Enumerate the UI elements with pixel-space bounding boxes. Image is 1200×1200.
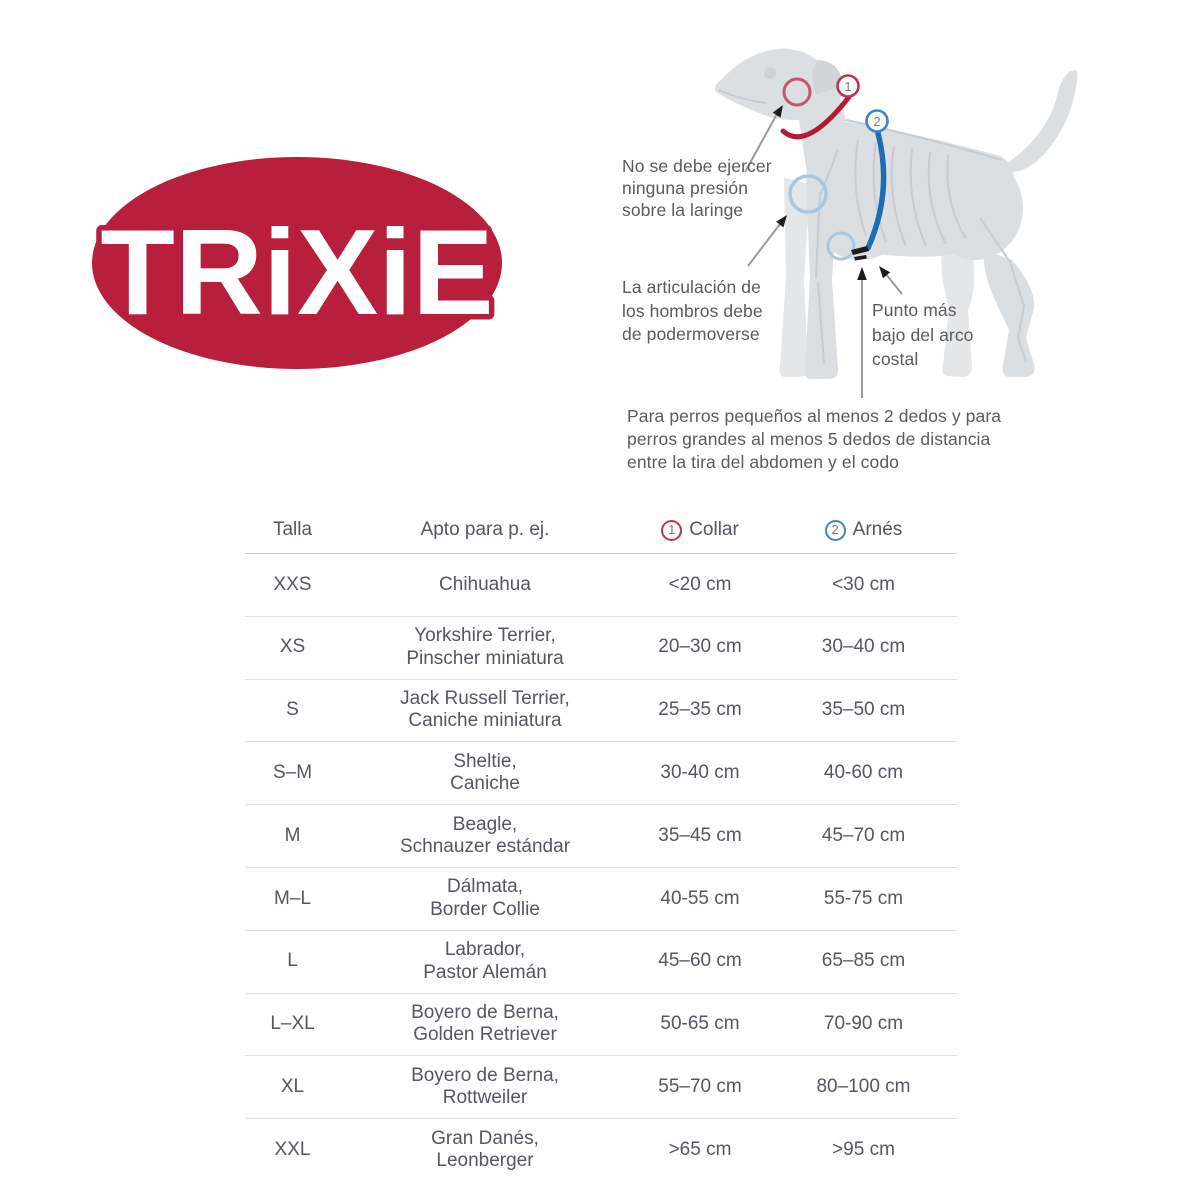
trixie-logo xyxy=(86,148,516,378)
size-cell: XS xyxy=(279,636,306,658)
arnes-cell: 30–40 cm xyxy=(821,636,906,658)
size-table-row xyxy=(245,680,957,743)
arnes-cell: 65–85 cm xyxy=(821,950,906,972)
header-arnes-label: Arnés xyxy=(852,519,903,541)
note-rib-arch: Punto más bajo del arco costal xyxy=(872,300,974,369)
collar-cell: 20–30 cm xyxy=(658,636,742,658)
size-cell: S xyxy=(286,699,299,721)
size-cell: L–XL xyxy=(270,1013,315,1035)
arnes-cell: 45–70 cm xyxy=(821,824,906,846)
size-cell: XXL xyxy=(274,1138,311,1160)
size-cell: M–L xyxy=(274,887,311,909)
size-table-row xyxy=(245,805,957,868)
size-cell: M xyxy=(284,824,301,846)
collar-cell: 40-55 cm xyxy=(660,887,740,909)
size-table-row xyxy=(245,994,957,1057)
harness-marker xyxy=(867,111,888,132)
size-table-row xyxy=(245,617,957,680)
collar-cell: 45–60 cm xyxy=(658,950,742,972)
size-table-row xyxy=(245,868,957,931)
breed-cell: Boyero de Berna, Rottweiler xyxy=(411,1064,559,1109)
breed-cell: Sheltie, Caniche xyxy=(450,750,520,795)
breed-cell: Beagle, Schnauzer estándar xyxy=(399,813,571,858)
header-arnes xyxy=(770,519,957,542)
breed-cell: Boyero de Berna, Golden Retriever xyxy=(411,1001,559,1046)
breed-cell: Chihuahua xyxy=(439,573,531,595)
breed-cell: Jack Russell Terrier, Caniche miniatura xyxy=(400,687,570,732)
trixie-logo-text: TRiXiE xyxy=(100,204,494,340)
breed-cell: Yorkshire Terrier, Pinscher miniatura xyxy=(406,625,564,669)
arnes-cell: >95 cm xyxy=(832,1138,895,1160)
size-table-row xyxy=(245,1056,957,1119)
collar-cell: 55–70 cm xyxy=(658,1076,742,1098)
collar-number-badge: 1 xyxy=(661,520,682,541)
breed-cell: Labrador, Pastor Alemán xyxy=(423,939,547,983)
size-table-row xyxy=(245,554,957,617)
note-larynx: No se debe ejercer ninguna presión sobre la laringe xyxy=(622,156,772,220)
collar-cell: 35–45 cm xyxy=(658,824,742,846)
collar-cell: >65 cm xyxy=(668,1138,732,1160)
arnes-cell: <30 cm xyxy=(832,573,895,595)
size-cell: XXS xyxy=(273,573,312,595)
arnes-cell: 35–50 cm xyxy=(821,699,906,721)
size-table-row xyxy=(245,1119,957,1181)
harness-marker-number: 2 xyxy=(873,114,881,129)
size-table-row xyxy=(245,742,957,805)
arnes-number-badge: 2 xyxy=(825,520,846,541)
collar-marker-number: 1 xyxy=(844,79,852,94)
breed-cell: Dálmata, Border Collie xyxy=(430,876,540,920)
header-collar-label: Collar xyxy=(689,519,739,541)
header-talla: Talla xyxy=(272,519,313,541)
size-table-body xyxy=(245,554,957,1181)
size-table-row xyxy=(245,931,957,994)
collar-cell: 50-65 cm xyxy=(660,1013,740,1035)
header-collar xyxy=(630,519,770,542)
size-cell: S–M xyxy=(272,762,313,784)
arnes-cell: 40-60 cm xyxy=(823,762,904,784)
size-cell: XL xyxy=(280,1076,305,1098)
note-finger-distance: Para perros pequeños al menos 2 dedos y para perros grandes al menos 5 dedos de distancia entre la tira del abdomen y el codo xyxy=(627,406,1002,472)
collar-cell: <20 cm xyxy=(668,573,732,595)
arnes-cell: 55-75 cm xyxy=(823,887,904,909)
breed-cell: Gran Danés, Leonberger xyxy=(431,1127,539,1172)
size-cell: L xyxy=(287,950,298,972)
header-apto: Apto para p. ej. xyxy=(420,519,550,541)
collar-marker xyxy=(838,76,859,97)
collar-cell: 30-40 cm xyxy=(660,762,740,784)
note-shoulder: La articulación de los hombros debe de podermoverse xyxy=(622,277,763,344)
size-table-header xyxy=(245,508,957,554)
size-table xyxy=(245,508,957,1181)
collar-cell: 25–35 cm xyxy=(658,699,742,721)
arnes-cell: 70-90 cm xyxy=(823,1013,904,1035)
arnes-cell: 80–100 cm xyxy=(816,1076,911,1098)
